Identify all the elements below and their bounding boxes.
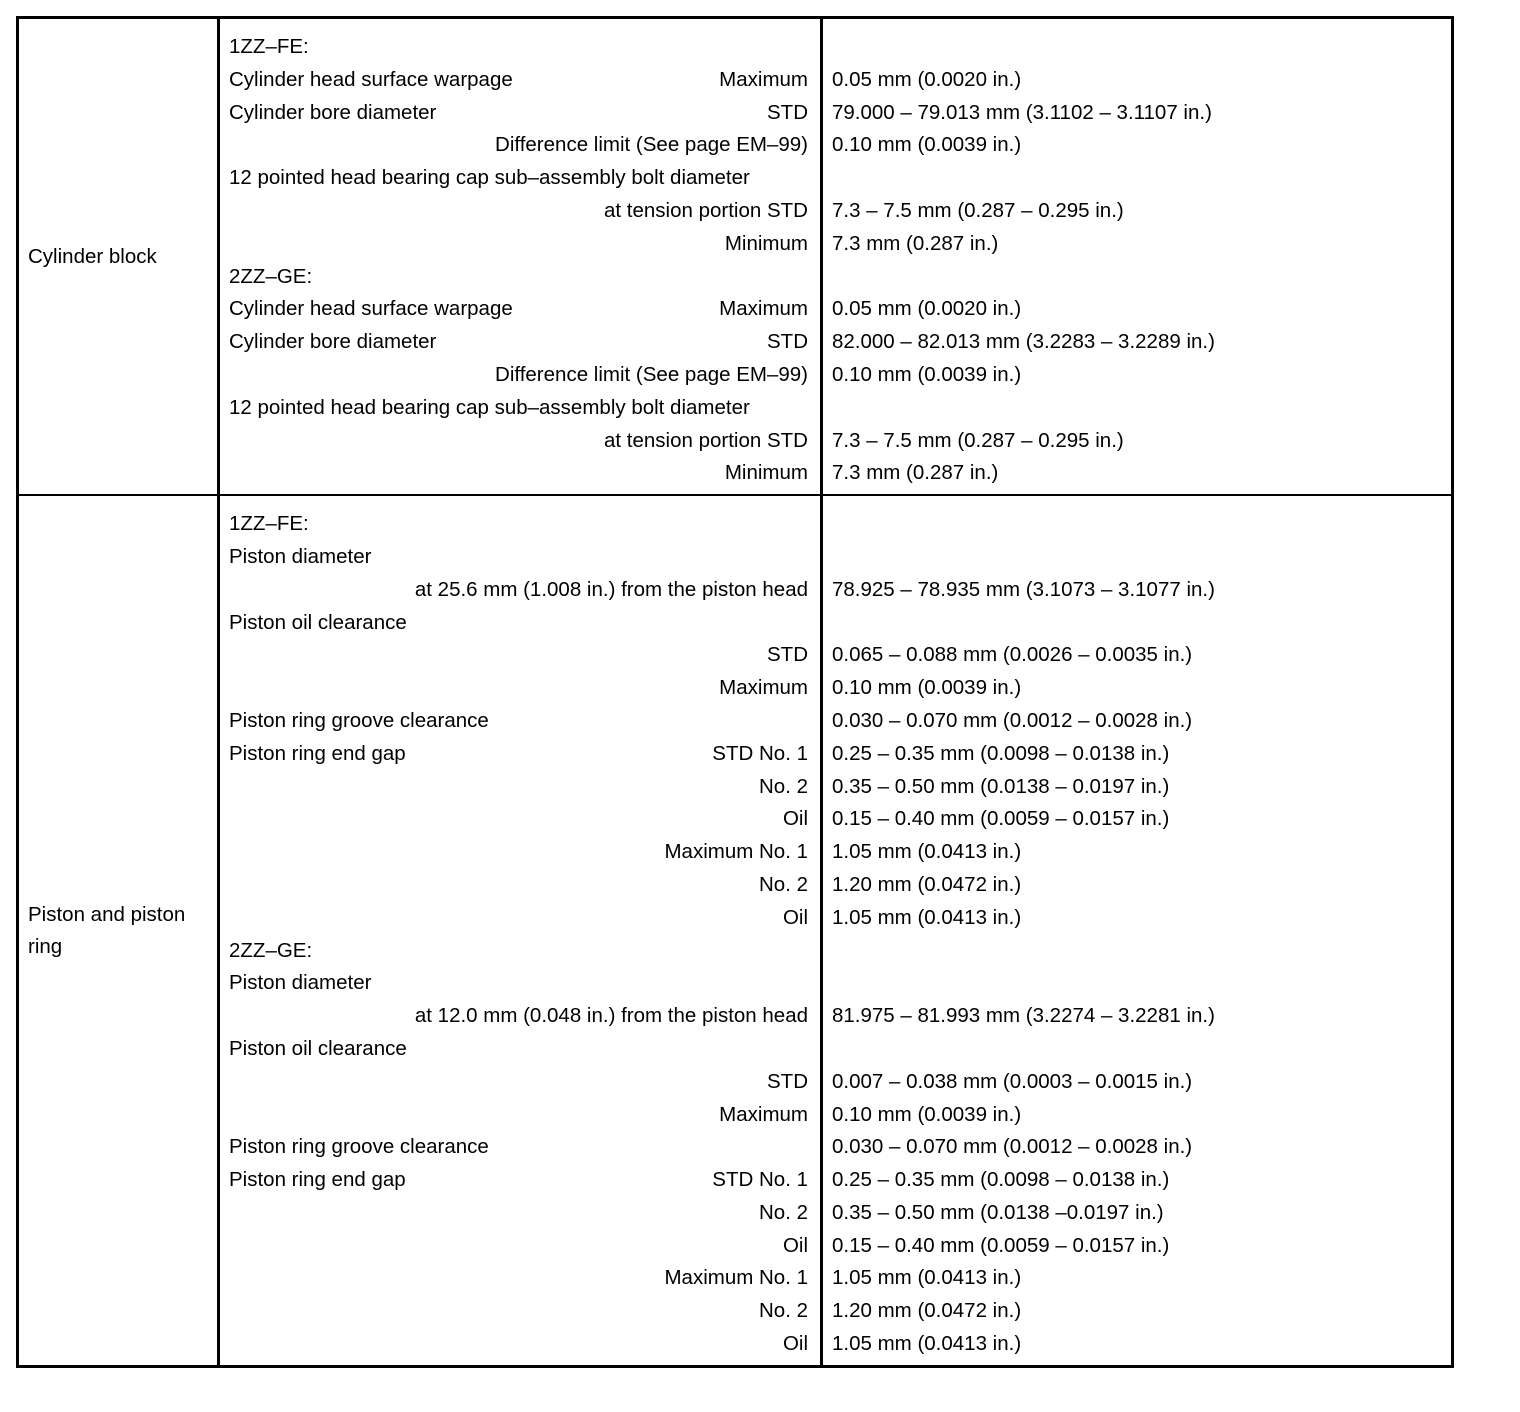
spec-table	[16, 16, 1454, 1368]
spec-value	[832, 162, 1443, 195]
spec-value: 0.25 – 0.35 mm (0.0098 – 0.0138 in.)	[832, 1168, 1170, 1192]
spec-item-label: Piston ring groove clearance	[229, 708, 489, 732]
spec-item-qualifier: STD	[767, 100, 808, 124]
spec-item-row	[229, 261, 808, 294]
spec-item-row	[229, 836, 808, 869]
spec-item-label: Piston ring groove clearance	[229, 1135, 489, 1159]
spec-value: 0.10 mm (0.0039 in.)	[832, 1102, 1022, 1126]
spec-value	[832, 261, 1443, 294]
spec-value: 0.030 – 0.070 mm (0.0012 – 0.0028 in.)	[832, 708, 1193, 732]
spec-section	[19, 494, 1451, 1365]
spec-item-qualifier: Difference limit (See page EM–99)	[495, 133, 808, 157]
spec-item-row	[229, 1262, 808, 1295]
spec-item-qualifier: at 25.6 mm (1.008 in.) from the piston head	[414, 577, 808, 601]
spec-item-row	[229, 457, 808, 490]
spec-item-qualifier: Maximum	[719, 67, 808, 91]
spec-value: 81.975 – 81.993 mm (3.2274 – 3.2281 in.)	[832, 1004, 1215, 1028]
spec-item-qualifier: Maximum No. 1	[664, 1266, 808, 1290]
spec-item-qualifier: STD	[767, 330, 808, 354]
spec-item-row	[229, 1230, 808, 1263]
spec-value: 0.10 mm (0.0039 in.)	[832, 362, 1022, 386]
spec-value: 0.15 – 0.40 mm (0.0059 – 0.0157 in.)	[832, 1233, 1170, 1257]
spec-item-label: Piston diameter	[229, 544, 372, 568]
spec-item-label: 12 pointed head bearing cap sub–assembly bolt diameter	[229, 166, 750, 190]
spec-value: 7.3 mm (0.287 in.)	[832, 461, 999, 485]
spec-value: 0.35 – 0.50 mm (0.0138 – 0.0197 in.)	[832, 774, 1170, 798]
spec-value: 7.3 mm (0.287 in.)	[832, 231, 999, 255]
spec-item-row	[229, 97, 808, 130]
spec-item-label: Piston diameter	[229, 971, 372, 995]
spec-value: 1.20 mm (0.0472 in.)	[832, 872, 1022, 896]
spec-value: 1.20 mm (0.0472 in.)	[832, 1299, 1022, 1323]
spec-item-column	[220, 19, 823, 494]
spec-table-body	[19, 19, 1451, 1365]
spec-item-column	[220, 496, 823, 1365]
spec-item-qualifier: at 12.0 mm (0.048 in.) from the piston head	[414, 1004, 808, 1028]
spec-item-row	[229, 326, 808, 359]
spec-item-qualifier: Oil	[782, 807, 808, 831]
spec-item-row	[229, 738, 808, 771]
section-label	[19, 19, 220, 494]
spec-value	[832, 607, 1443, 640]
spec-item-label: 2ZZ–GE:	[229, 264, 313, 288]
spec-value: 0.10 mm (0.0039 in.)	[832, 676, 1022, 700]
spec-value: 7.3 – 7.5 mm (0.287 – 0.295 in.)	[832, 198, 1124, 222]
spec-item-row	[229, 672, 808, 705]
spec-item-row	[229, 228, 808, 261]
section-label-line: Piston and piston	[28, 902, 186, 926]
spec-item-row	[229, 1099, 808, 1132]
spec-item-label: Cylinder head surface warpage	[229, 67, 513, 91]
spec-item-label: Cylinder head surface warpage	[229, 297, 513, 321]
spec-item-row	[229, 392, 808, 425]
spec-value: 0.15 – 0.40 mm (0.0059 – 0.0157 in.)	[832, 807, 1170, 831]
spec-item-label: Piston ring end gap	[229, 1168, 406, 1192]
spec-value	[832, 1033, 1443, 1066]
spec-value: 0.05 mm (0.0020 in.)	[832, 67, 1022, 91]
spec-item-row	[229, 508, 808, 541]
spec-item-row	[229, 195, 808, 228]
spec-item-qualifier: Oil	[782, 1332, 808, 1356]
spec-value: 0.05 mm (0.0020 in.)	[832, 297, 1022, 321]
spec-item-row	[229, 639, 808, 672]
spec-item-row	[229, 64, 808, 97]
section-label	[19, 496, 220, 1365]
spec-item-row	[229, 967, 808, 1000]
spec-item-row	[229, 1295, 808, 1328]
spec-value: 1.05 mm (0.0413 in.)	[832, 905, 1022, 929]
spec-item-qualifier: Difference limit (See page EM–99)	[495, 362, 808, 386]
spec-item-qualifier: at tension portion STD	[604, 198, 808, 222]
spec-item-label: 1ZZ–FE:	[229, 512, 309, 536]
spec-item-row	[229, 1328, 808, 1361]
spec-value	[832, 541, 1443, 574]
spec-item-qualifier: Oil	[782, 1233, 808, 1257]
spec-item-qualifier: No. 2	[759, 1299, 808, 1323]
spec-value: 0.25 – 0.35 mm (0.0098 – 0.0138 in.)	[832, 741, 1170, 765]
spec-item-row	[229, 574, 808, 607]
spec-item-qualifier: Minimum	[724, 231, 808, 255]
section-label-text: Cylinder block	[28, 244, 157, 268]
spec-item-qualifier: STD	[767, 643, 808, 667]
spec-value: 0.065 – 0.088 mm (0.0026 – 0.0035 in.)	[832, 643, 1193, 667]
spec-item-row	[229, 162, 808, 195]
spec-item-row	[229, 705, 808, 738]
section-label-line: ring	[28, 934, 63, 958]
spec-value-column	[823, 496, 1451, 1365]
spec-item-row	[229, 1197, 808, 1230]
spec-item-label: Cylinder bore diameter	[229, 100, 437, 124]
spec-item-qualifier: at tension portion STD	[604, 428, 808, 452]
spec-item-label: 1ZZ–FE:	[229, 35, 309, 58]
spec-value: 7.3 – 7.5 mm (0.287 – 0.295 in.)	[832, 428, 1124, 452]
spec-item-row	[229, 607, 808, 640]
spec-item-row	[229, 771, 808, 804]
spec-item-qualifier: STD	[767, 1069, 808, 1093]
spec-value: 1.05 mm (0.0413 in.)	[832, 1332, 1022, 1356]
spec-item-label: Piston oil clearance	[229, 610, 407, 634]
spec-item-qualifier: Minimum	[724, 461, 808, 485]
spec-value: 0.007 – 0.038 mm (0.0003 – 0.0015 in.)	[832, 1069, 1193, 1093]
spec-item-label: 12 pointed head bearing cap sub–assembly bolt diameter	[229, 395, 750, 419]
spec-item-row	[229, 31, 808, 64]
spec-item-row	[229, 293, 808, 326]
spec-item-row	[229, 1066, 808, 1099]
spec-value: 0.10 mm (0.0039 in.)	[832, 133, 1022, 157]
spec-value	[832, 392, 1443, 425]
spec-value	[832, 508, 1443, 541]
spec-value	[832, 31, 1443, 64]
spec-item-qualifier: No. 2	[759, 774, 808, 798]
spec-value: 78.925 – 78.935 mm (3.1073 – 3.1077 in.)	[832, 577, 1215, 601]
spec-item-qualifier: No. 2	[759, 872, 808, 896]
spec-item-row	[229, 803, 808, 836]
spec-item-label: Piston ring end gap	[229, 741, 406, 765]
spec-item-qualifier: STD No. 1	[712, 1168, 808, 1192]
spec-item-row	[229, 425, 808, 458]
spec-item-row	[229, 1033, 808, 1066]
spec-value: 1.05 mm (0.0413 in.)	[832, 840, 1022, 864]
spec-item-row	[229, 1000, 808, 1033]
spec-item-row	[229, 359, 808, 392]
spec-item-row	[229, 902, 808, 935]
spec-item-qualifier: Oil	[782, 905, 808, 929]
spec-value-column	[823, 19, 1451, 494]
spec-section	[19, 19, 1451, 494]
spec-item-qualifier: Maximum No. 1	[664, 840, 808, 864]
spec-item-qualifier: Maximum	[719, 297, 808, 321]
spec-item-qualifier: STD No. 1	[712, 741, 808, 765]
spec-item-label: Cylinder bore diameter	[229, 330, 437, 354]
spec-value: 82.000 – 82.013 mm (3.2283 – 3.2289 in.)	[832, 330, 1215, 354]
spec-value	[832, 967, 1443, 1000]
spec-item-row	[229, 869, 808, 902]
spec-item-row	[229, 129, 808, 162]
spec-item-row	[229, 1131, 808, 1164]
spec-value: 1.05 mm (0.0413 in.)	[832, 1266, 1022, 1290]
spec-value: 0.35 – 0.50 mm (0.0138 –0.0197 in.)	[832, 1200, 1164, 1224]
spec-value: 79.000 – 79.013 mm (3.1102 – 3.1107 in.)	[832, 100, 1212, 124]
spec-value	[832, 935, 1443, 968]
spec-item-label: 2ZZ–GE:	[229, 938, 313, 962]
spec-item-qualifier: No. 2	[759, 1200, 808, 1224]
spec-item-row	[229, 935, 808, 968]
spec-item-row	[229, 541, 808, 574]
spec-item-row	[229, 1164, 808, 1197]
spec-item-qualifier: Maximum	[719, 1102, 808, 1126]
spec-item-label: Piston oil clearance	[229, 1036, 407, 1060]
spec-item-qualifier: Maximum	[719, 676, 808, 700]
spec-value: 0.030 – 0.070 mm (0.0012 – 0.0028 in.)	[832, 1135, 1193, 1159]
